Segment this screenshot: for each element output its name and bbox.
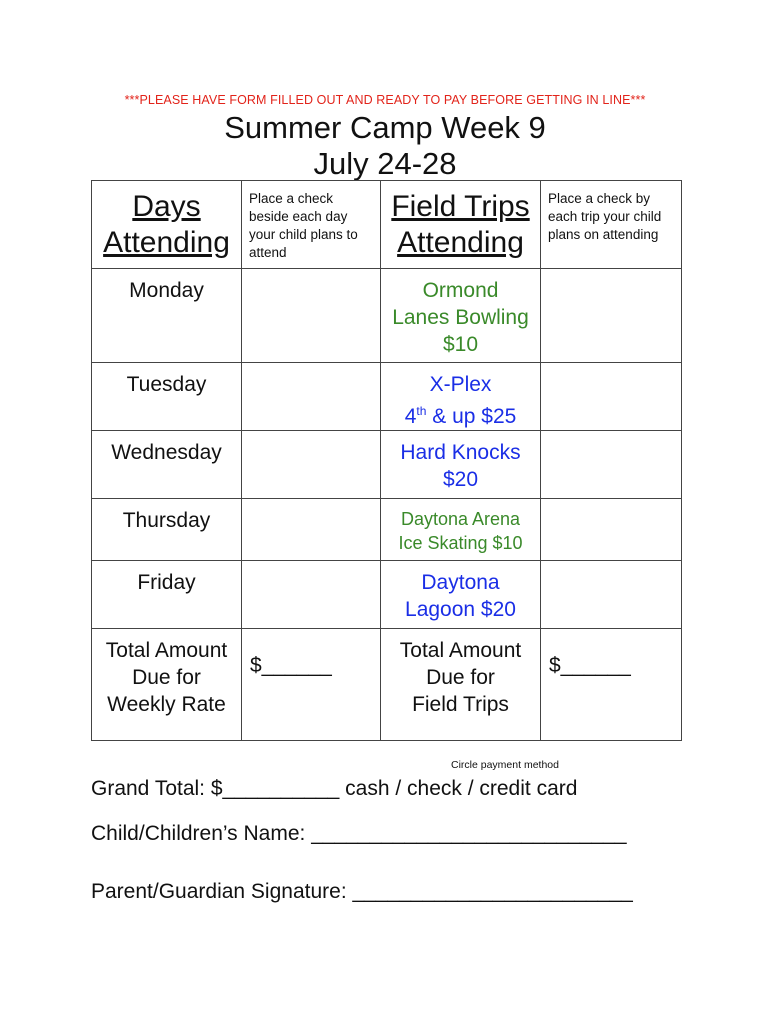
trip-monday — [381, 269, 541, 363]
table-row — [92, 431, 682, 499]
field-trips-header — [381, 181, 541, 269]
trip-line: $20 — [442, 468, 479, 491]
check-trip-tuesday[interactable] — [541, 363, 682, 431]
table-row — [92, 269, 682, 363]
check-trip-friday[interactable] — [541, 561, 682, 629]
trip-thursday — [381, 499, 541, 561]
days-instruction: Place a check beside each day your child plans to attend — [242, 181, 381, 269]
trip-line: Ice Skating $10 — [398, 533, 523, 553]
trips-total-label — [381, 629, 541, 741]
total-line: Field Trips — [412, 693, 509, 716]
trip-line — [381, 398, 540, 430]
day-thursday: Thursday — [92, 499, 242, 561]
check-wednesday[interactable] — [242, 431, 381, 499]
trip-line: Ormond — [422, 279, 499, 302]
trip-friday — [381, 561, 541, 629]
total-line: Total Amount — [105, 639, 228, 662]
trip-line: $10 — [442, 333, 479, 356]
trip-line: Daytona Arena — [400, 509, 521, 529]
days-attending-header — [92, 181, 242, 269]
title-dates: July 24-28 — [313, 146, 457, 181]
trip-grade: 4 — [404, 405, 417, 428]
total-line: Weekly Rate — [107, 693, 226, 716]
title-week: Summer Camp Week 9 — [224, 110, 546, 145]
table-row — [92, 561, 682, 629]
trip-tuesday — [381, 363, 541, 431]
child-name-field[interactable]: Child/Children’s Name: ___________________________ — [91, 822, 627, 845]
check-trip-wednesday[interactable] — [541, 431, 682, 499]
payment-method-note: Circle payment method — [451, 759, 559, 771]
total-line: Total Amount — [399, 639, 522, 662]
signup-table — [91, 180, 682, 741]
check-monday[interactable] — [242, 269, 381, 363]
trip-line: Daytona — [421, 571, 500, 594]
total-line: Due for — [132, 666, 201, 689]
table-row — [92, 629, 682, 741]
trips-total-field[interactable]: $______ — [541, 629, 682, 741]
form-notice: ***PLEASE HAVE FORM FILLED OUT AND READY TO PAY BEFORE GETTING IN LINE*** — [124, 93, 646, 107]
trip-line: X-Plex — [429, 373, 492, 396]
trip-price: & up $25 — [426, 405, 517, 428]
trip-wednesday — [381, 431, 541, 499]
grand-total-line[interactable]: Grand Total: $__________ cash / check / credit card — [91, 777, 578, 800]
day-tuesday: Tuesday — [92, 363, 242, 431]
table-row — [92, 499, 682, 561]
check-thursday[interactable] — [242, 499, 381, 561]
days-header-line2: Attending — [103, 226, 230, 259]
weekly-total-label — [92, 629, 242, 741]
days-header-line1: Days — [132, 190, 201, 223]
trips-instruction: Place a check by each trip your child plans on attending — [541, 181, 682, 269]
weekly-total-field[interactable]: $______ — [242, 629, 381, 741]
check-trip-thursday[interactable] — [541, 499, 682, 561]
total-line: Due for — [426, 666, 495, 689]
check-friday[interactable] — [242, 561, 381, 629]
check-trip-monday[interactable] — [541, 269, 682, 363]
trip-line: Lagoon $20 — [405, 598, 516, 621]
trips-header-line2: Attending — [397, 226, 524, 259]
table-row — [92, 363, 682, 431]
check-tuesday[interactable] — [242, 363, 381, 431]
trip-line: Lanes Bowling — [392, 306, 529, 329]
signature-field[interactable]: Parent/Guardian Signature: ________________________ — [91, 880, 633, 903]
trips-header-line1: Field Trips — [391, 190, 530, 223]
trip-line: Hard Knocks — [400, 441, 521, 464]
day-monday: Monday — [92, 269, 242, 363]
day-friday: Friday — [92, 561, 242, 629]
page-title — [0, 110, 770, 182]
trip-grade-suffix: th — [416, 404, 427, 418]
day-wednesday: Wednesday — [92, 431, 242, 499]
